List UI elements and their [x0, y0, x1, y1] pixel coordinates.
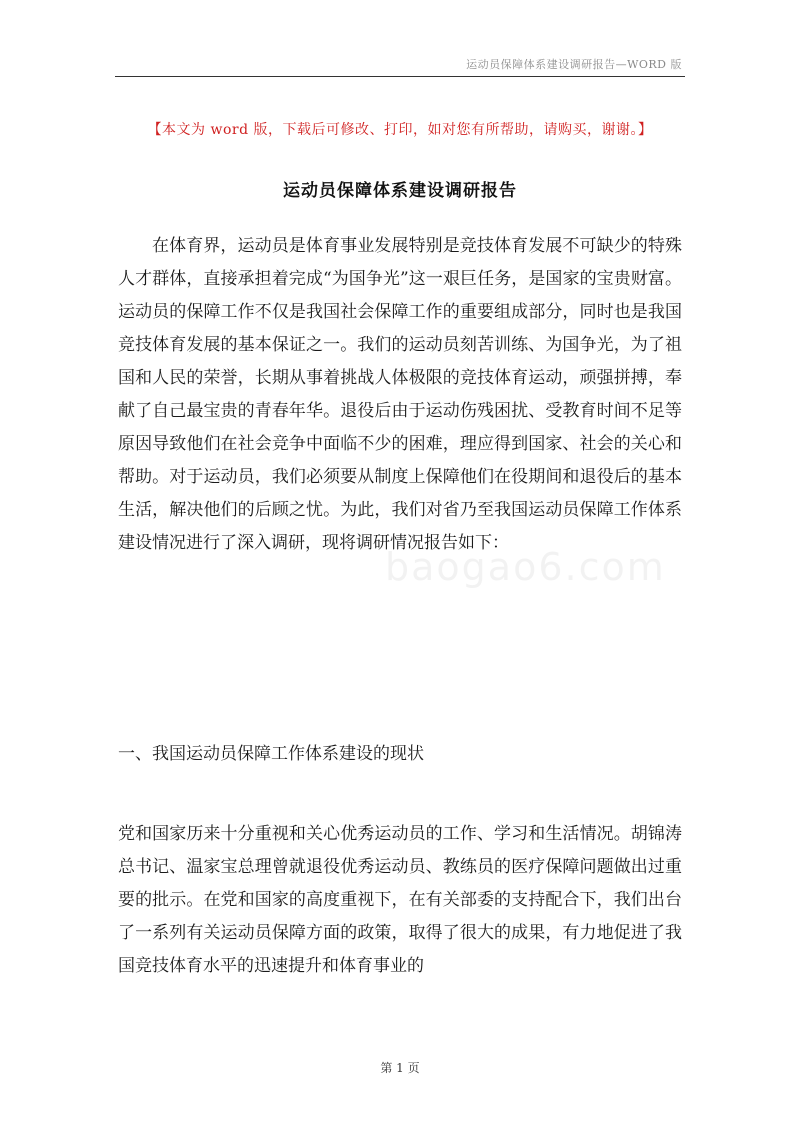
running-header: 运动员保障体系建设调研报告—WORD 版: [466, 58, 682, 71]
header-divider: [115, 76, 685, 77]
body-paragraph-status: 党和国家历来十分重视和关心优秀运动员的工作、学习和生活情况。胡锦涛总书记、温家宝总理曾就退役优秀运动员、教练员的医疗保障问题做出过重要的批示。在党和国家的高度重视下，在有关部委的支持配合下，我们出台了一系列有关运动员保障方面的政策，取得了很大的成果，有力地促进了我国竞技体育水平的迅速提升和体育事业的: [118, 824, 682, 976]
page-number: 第 1 页: [380, 1061, 420, 1075]
document-title: 运动员保障体系建设调研报告: [283, 181, 517, 201]
purchase-notice: 【本文为 word 版，下载后可修改、打印，如对您有所帮助，请购买，谢谢。】: [147, 122, 653, 138]
section-heading: 一、我国运动员保障工作体系建设的现状: [118, 744, 424, 764]
watermark: baogao6.com: [385, 545, 666, 589]
body-paragraph-intro: 在体育界，运动员是体育事业发展特别是竞技体育发展不可缺少的特殊人才群体，直接承担着完成“为国争光”这一艰巨任务，是国家的宝贵财富。运动员的保障工作不仅是我国社会保障工作的重要组成部分，同时也是我国竞技体育发展的基本保证之一。我们的运动员刻苦训练、为国争光，为了祖国和人民的荣誉，长期从事着挑战人体极限的竞技体育运动，顽强拼搏，奉献了自己最宝贵的青春年华。退役后由于运动伤残困扰、受教育时间不足等原因导致他们在社会竞争中面临不少的困难，理应得到国家、社会的关心和帮助。对于运动员，我们必须要从制度上保障他们在役期间和退役后的基本生活，解决他们的后顾之忧。为此，我们对省乃至我国运动员保障工作体系建设情况进行了深入调研，现将调研情况报告如下：: [118, 236, 682, 553]
